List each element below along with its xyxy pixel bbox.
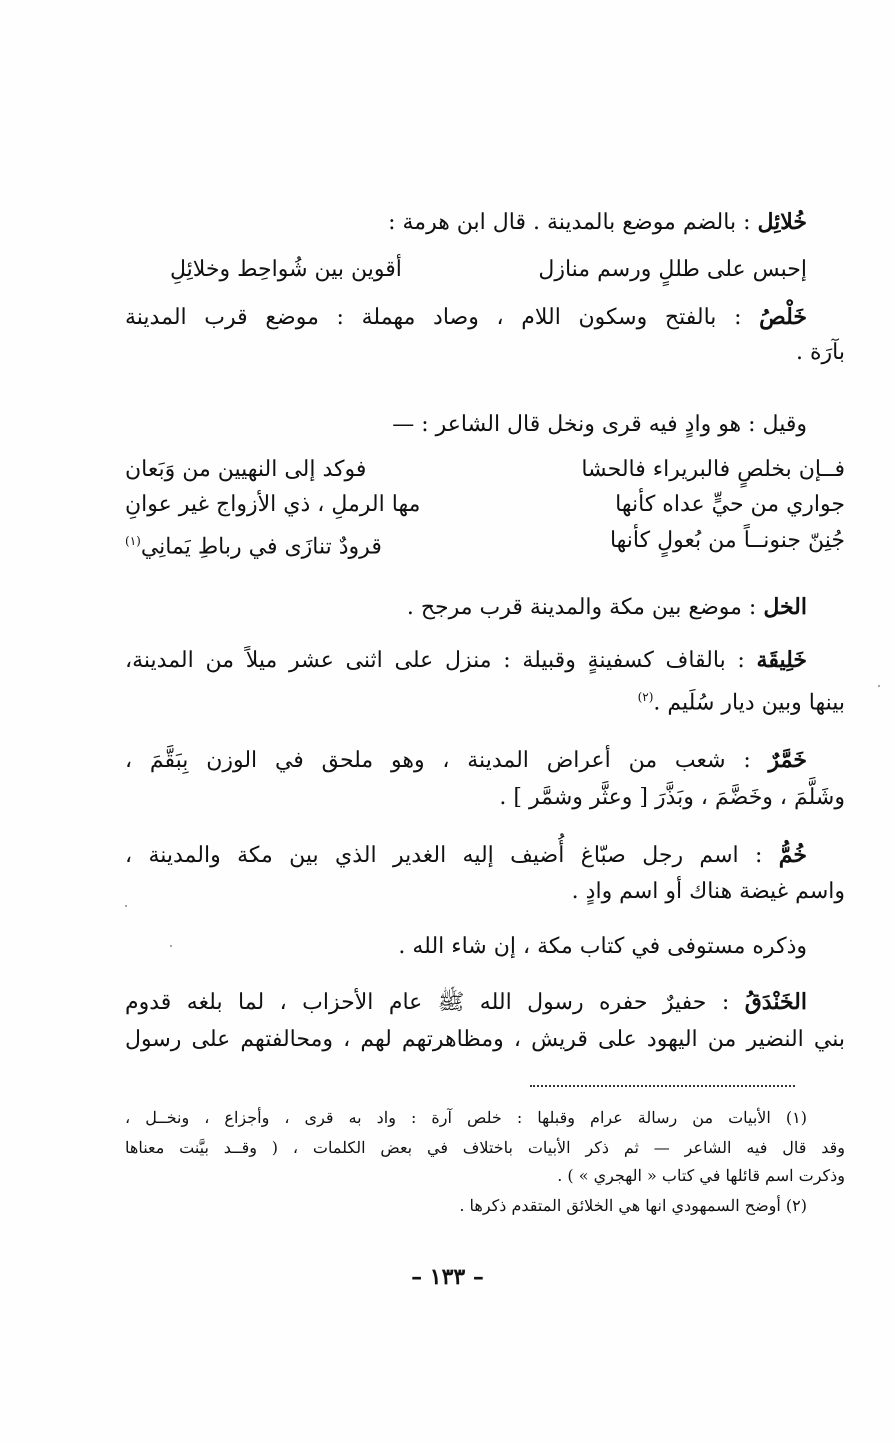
entry-khammar: [125, 745, 807, 776]
entry-khaliqa: [125, 645, 807, 676]
entry-khaliqa-continuation: [125, 682, 845, 718]
verse-second-hemistich: مها الرملِ ، ذي الأزواج غير عوانِ: [125, 492, 421, 517]
verse-first-hemistich: إحبس على طللٍ ورسم منازل: [538, 257, 807, 282]
verse-second-hemistich: فوكد إلى النهيين من وَبَعان: [125, 457, 367, 482]
poem-line-2: [125, 490, 845, 520]
footnote-ref-1[interactable]: (١): [125, 534, 141, 548]
poem-line-3: [125, 526, 845, 562]
footnote-1-line-1: (١) الأبيات من رسالة عرام وقبلها : خلص آرة : واد به قرى ، وأجزاع ، ونخــل ،: [125, 1108, 807, 1127]
entry-term: خَلِيقَة: [756, 647, 807, 673]
entry-term: خَمَّرٌ: [768, 747, 807, 773]
verse-second-text: قرودٌ تنازَى في رباطِ يَمانِي: [140, 534, 382, 560]
verse-first-hemistich: جواري من حيٍّ عداه كأنها: [615, 492, 845, 517]
entry-text: بينها وبين ديار سُلَيم .: [653, 690, 845, 716]
entry-term: خُمُّ: [778, 842, 807, 868]
entry-khandaq: [125, 987, 807, 1018]
entry-term: الخَنْدَقُ: [744, 989, 807, 1015]
entry-dhikr: وذكره مستوفى في كتاب مكة ، إن شاء الله .: [398, 934, 807, 959]
entry-khammar-continuation: وشَلَّمَ ، وخَضَّمَ ، وبَذَّرَ [ وعثَّر وشمَّر ] .: [499, 785, 845, 810]
entry-khals-continuation: بآرَة .: [796, 340, 845, 365]
footnote-2: (٢) أوضح السمهودي انها هي الخلائق المتقدم ذكرها .: [459, 1196, 807, 1215]
verse-first-hemistich: جُنِنّ جنونــاً من بُعولٍ كأنها: [609, 528, 845, 553]
page-number: – ١٣٣ –: [411, 1264, 484, 1290]
entry-text: : اسم رجل صبّاغ أُضيف إليه الغدير الذي بين مكة والمدينة ،: [125, 843, 779, 868]
entry-text: : شعب من أعراض المدينة ، وهو ملحق في الوزن بِبَقَّمَ ،: [125, 748, 769, 773]
entry-text: : موضع بين مكة والمدينة قرب مرجح .: [406, 595, 764, 620]
verse-ibn-harma: [170, 255, 807, 285]
entry-khandaq-continuation: بني النضير من اليهود على قريش ، ومظاهرتهم لهم ، ومحالفتهم على رسول: [125, 1027, 845, 1052]
footnote-ref-2[interactable]: (٢): [637, 690, 654, 704]
entry-text: : بالفتح وسكون اللام ، وصاد مهملة : موضع قرب المدينة: [125, 305, 760, 330]
verse-second-hemistich: [125, 526, 382, 562]
entry-text: : بالقاف كسفينةٍ وقبيلة : منزل على اثنى عشر ميلاً من المدينة،: [125, 648, 757, 673]
entry-khumm: [125, 840, 807, 871]
poem-line-1: [125, 455, 845, 485]
entry-text: : بالضم موضع بالمدينة . قال ابن هرمة :: [388, 210, 758, 235]
entry-text: : حفيرٌ حفره رسول الله ﷺ عام الأحزاب ، لما بلغه قدوم: [125, 990, 745, 1015]
entry-khalail: [125, 207, 807, 238]
verse-first-hemistich: فــإن بخلصٍ فالبريراء فالحشا: [581, 457, 845, 482]
entry-khals: [125, 302, 807, 333]
scan-speck: [170, 945, 172, 947]
footnote-1-line-3: وذكرت اسم قائلها في كتاب « الهجري » ) .: [557, 1166, 845, 1185]
entry-khumm-continuation: واسم غيضة هناك أو اسم وادٍ .: [571, 879, 845, 904]
entry-term: خَلْصُ: [759, 304, 807, 330]
entry-term: الخل: [763, 594, 807, 620]
scan-speck: [125, 905, 127, 907]
entry-term: خُلائِل: [757, 209, 807, 235]
entry-qila: وقيل : هو وادٍ فيه قرى ونخل قال الشاعر : —: [392, 412, 807, 437]
verse-second-hemistich: أقوين بين شُواحِط وخلائِلِ: [170, 257, 402, 282]
footnote-1-line-2: وقد قال فيه الشاعر — ثم ذكر الأبيات باختلاف في بعض الكلمات ، ( وقــد بيَّنت معناها: [125, 1138, 845, 1157]
entry-alkhall: [125, 592, 807, 623]
scan-speck: [878, 685, 880, 687]
footnote-separator: [530, 1085, 795, 1087]
